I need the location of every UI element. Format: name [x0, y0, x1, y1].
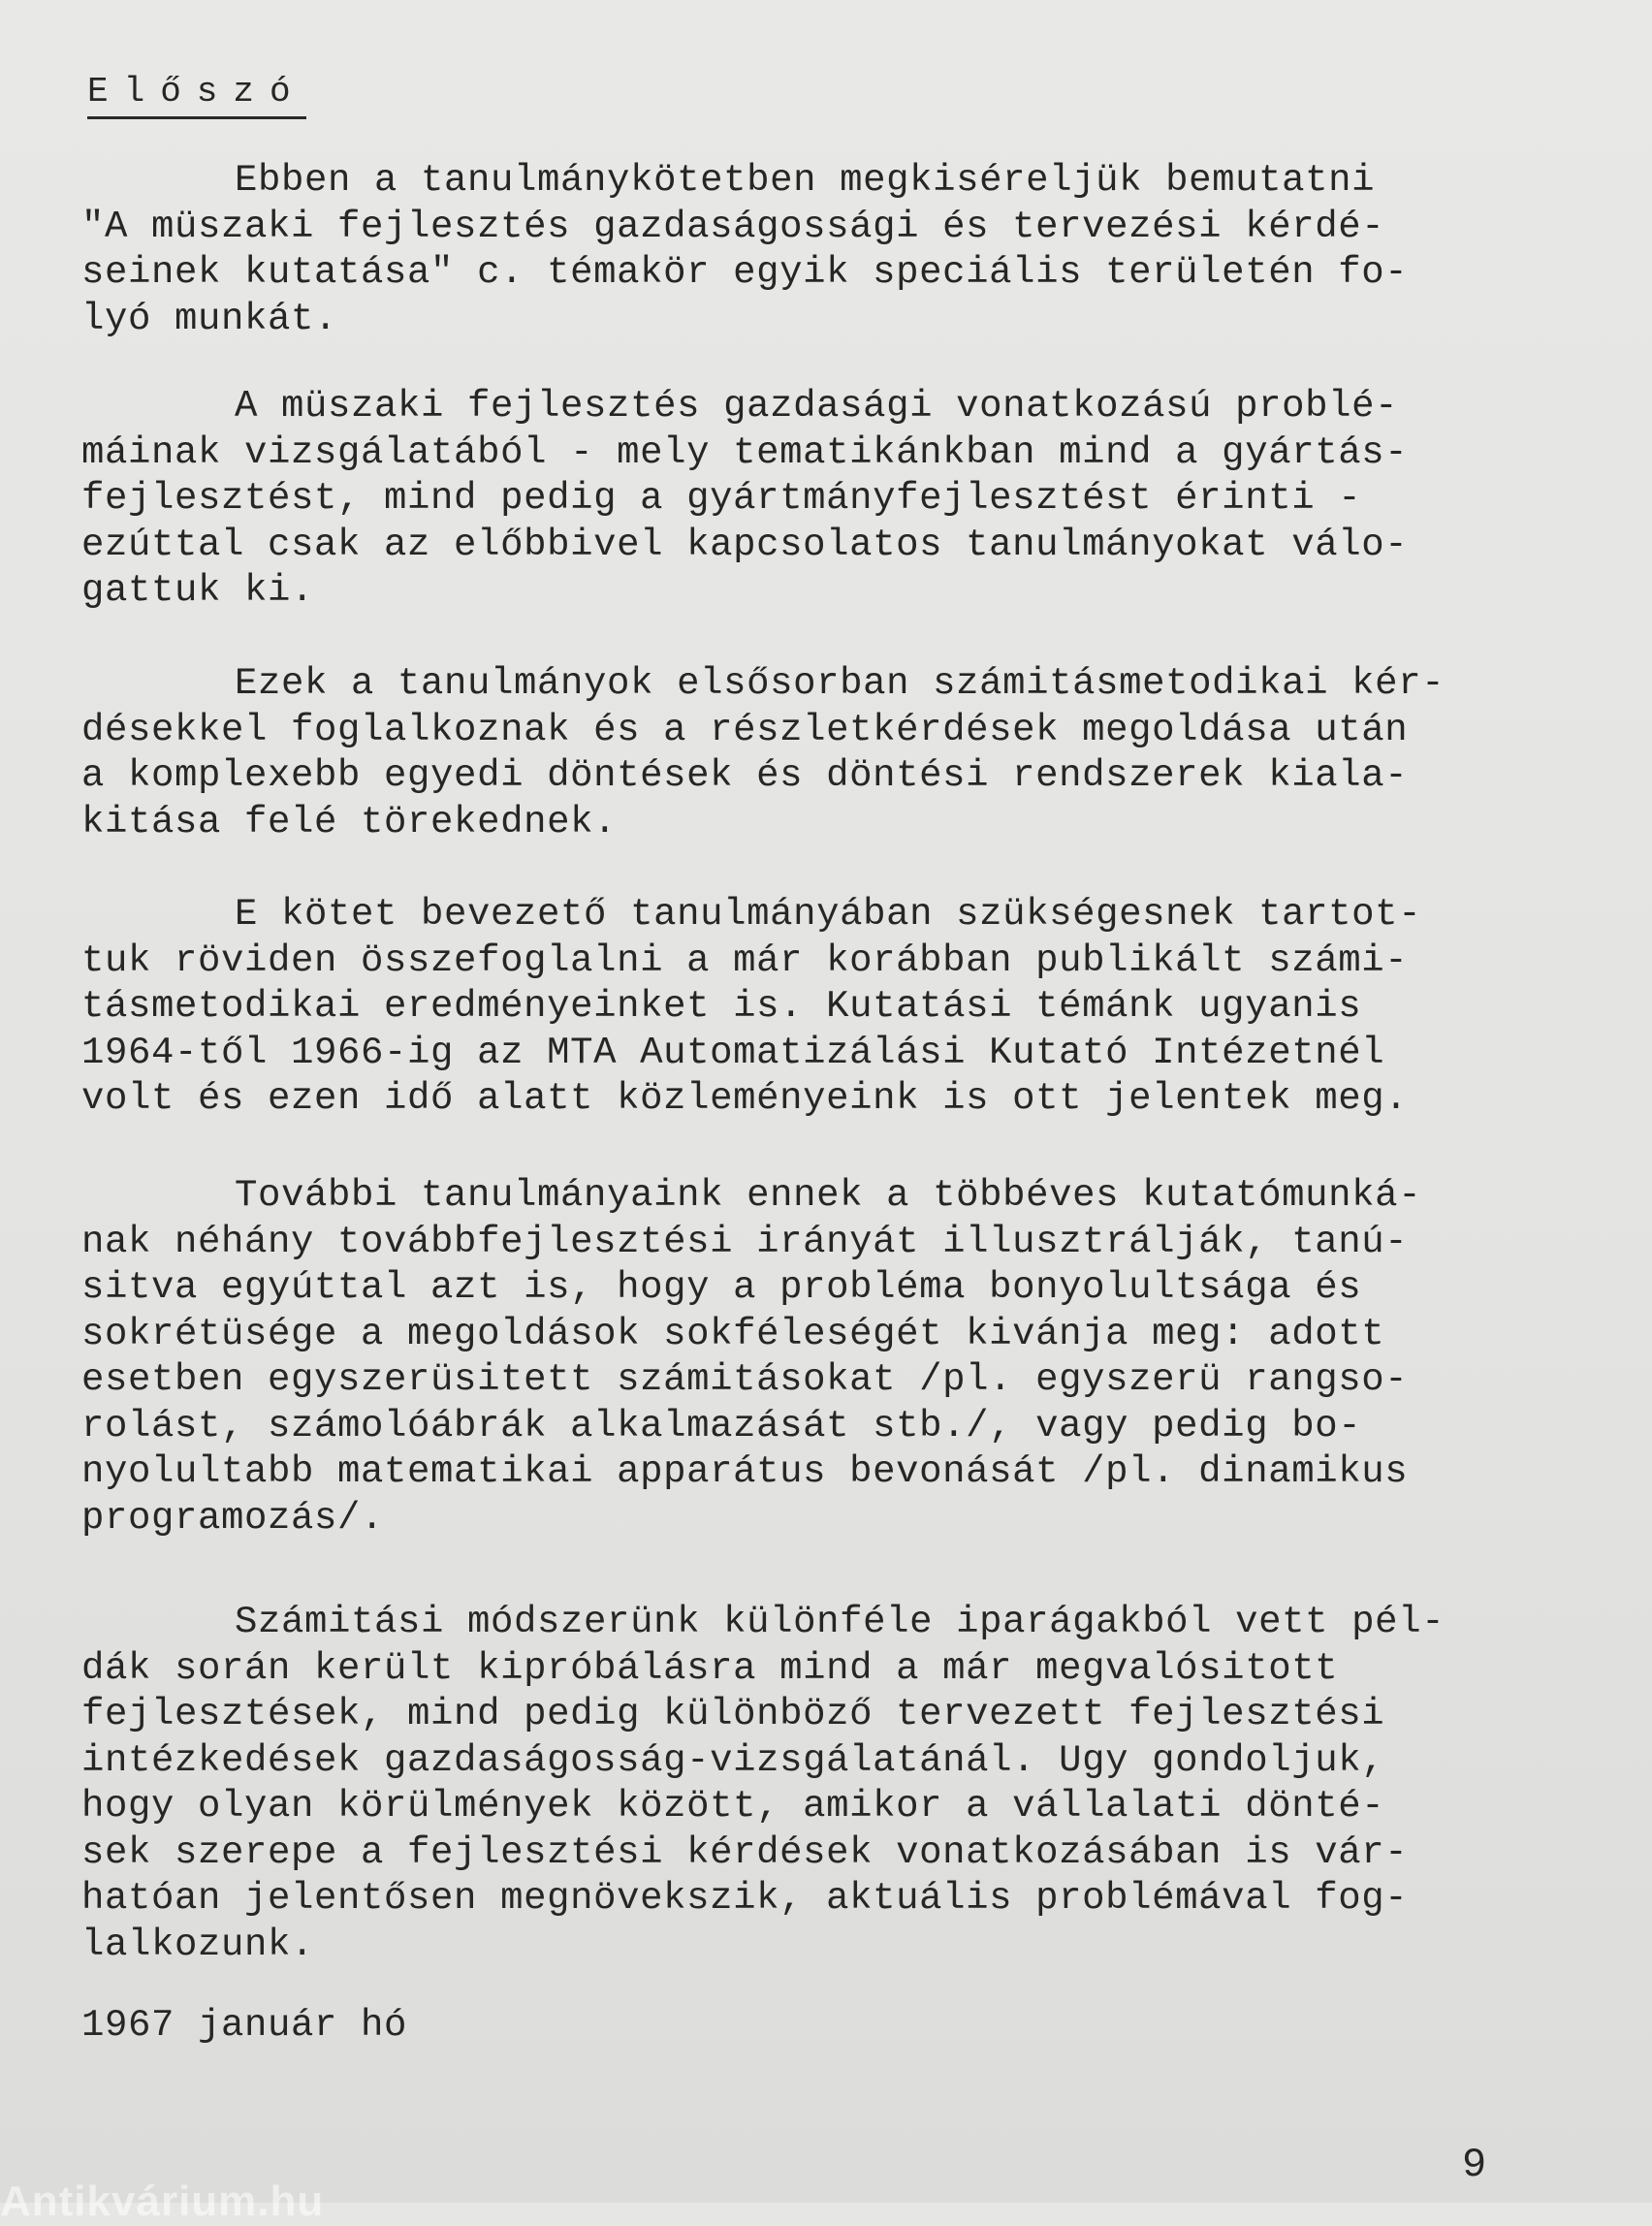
text-line: tásmetodikai eredményeinket is. Kutatási témánk ugyanis — [81, 985, 1362, 1028]
text-line: volt és ezen idő alatt közleményeink is ott jelentek meg. — [81, 1077, 1409, 1120]
text-line: tuk röviden összefoglalni a már korábban publikált számi- — [81, 938, 1409, 982]
text-line: sokrétüsége a megoldások sokféleségét kivánja meg: adott — [81, 1312, 1385, 1355]
text-line: ezúttal csak az előbbivel kapcsolatos tanulmányokat válo- — [81, 523, 1409, 566]
paragraph-2 — [81, 384, 1493, 615]
text-line: sek szerepe a fejlesztési kérdések vonatkozásában is vár- — [81, 1830, 1409, 1874]
watermark: Antikvárium.hu — [0, 2178, 325, 2225]
text-line: programozás/. — [81, 1496, 385, 1540]
text-line: fejlesztést, mind pedig a gyártmányfejlesztést érinti - — [81, 477, 1362, 520]
text-line: 1964-től 1966-ig az MTA Automatizálási Kutató Intézetnél — [81, 1031, 1385, 1074]
text-line: dák során került kipróbálásra mind a már megvalósitott — [81, 1646, 1339, 1690]
text-line: esetben egyszerüsitett számitásokat /pl. egyszerü rangso- — [81, 1358, 1409, 1401]
text-line: désekkel foglalkoznak és a részletkérdések megoldása után — [81, 708, 1409, 751]
paragraph-4 — [81, 892, 1493, 1123]
text-line: lalkozunk. — [81, 1923, 315, 1966]
text-line: Ebben a tanulmánykötetben megkiséreljük bemutatni — [235, 159, 1376, 202]
text-line: A müszaki fejlesztés gazdasági vonatkozású problé- — [235, 385, 1399, 428]
text-line: hatóan jelentősen megnövekszik, aktuális problémával fog- — [81, 1877, 1409, 1920]
date-line: 1967 január hó — [81, 2004, 408, 2047]
text-line: Számitási módszerünk különféle iparágakból vett pél- — [235, 1601, 1446, 1643]
text-line: gattuk ki. — [81, 569, 315, 612]
text-line: rolást, számolóábrák alkalmazását stb./, vagy pedig bo- — [81, 1404, 1362, 1447]
text-line: a komplexebb egyedi döntések és döntési rendszerek kiala- — [81, 754, 1409, 797]
text-line: kitása felé törekednek. — [81, 800, 618, 843]
text-line: lyó munkát. — [81, 297, 338, 340]
heading: Előszó — [87, 70, 306, 119]
text-line: máinak vizsgálatából - mely tematikánkban mind a gyártás- — [81, 430, 1409, 474]
text-line: További tanulmányaink ennek a többéves kutatómunká- — [235, 1174, 1422, 1217]
text-line: "A müszaki fejlesztés gazdaságossági és tervezési kérdé- — [81, 205, 1385, 248]
text-line: nak néhány továbbfejlesztési irányát illusztrálják, tanú- — [81, 1220, 1409, 1263]
text-line: fejlesztések, mind pedig különböző tervezett fejlesztési — [81, 1693, 1385, 1735]
text-line: sitva egyúttal azt is, hogy a probléma bonyolultsága és — [81, 1266, 1362, 1309]
text-line: E kötet bevezető tanulmányában szükségesnek tartot- — [235, 893, 1422, 936]
text-line: nyolultabb matematikai apparátus bevonását /pl. dinamikus — [81, 1450, 1409, 1493]
page-number: 9 — [1462, 2142, 1487, 2188]
text-line: hogy olyan körülmények között, amikor a vállalati dönté- — [81, 1785, 1385, 1828]
paragraph-6 — [81, 1600, 1493, 1968]
paragraph-1 — [81, 158, 1493, 342]
paragraph-5 — [81, 1173, 1493, 1542]
text-line: intézkedések gazdaságosság-vizsgálatánál. Ugy gondoljuk, — [81, 1738, 1385, 1782]
text-line: seinek kutatása" c. témakör egyik speciális területén fo- — [81, 251, 1409, 294]
paragraph-3 — [81, 661, 1493, 845]
text-line: Ezek a tanulmányok elsősorban számitásmetodikai kér- — [235, 662, 1446, 705]
